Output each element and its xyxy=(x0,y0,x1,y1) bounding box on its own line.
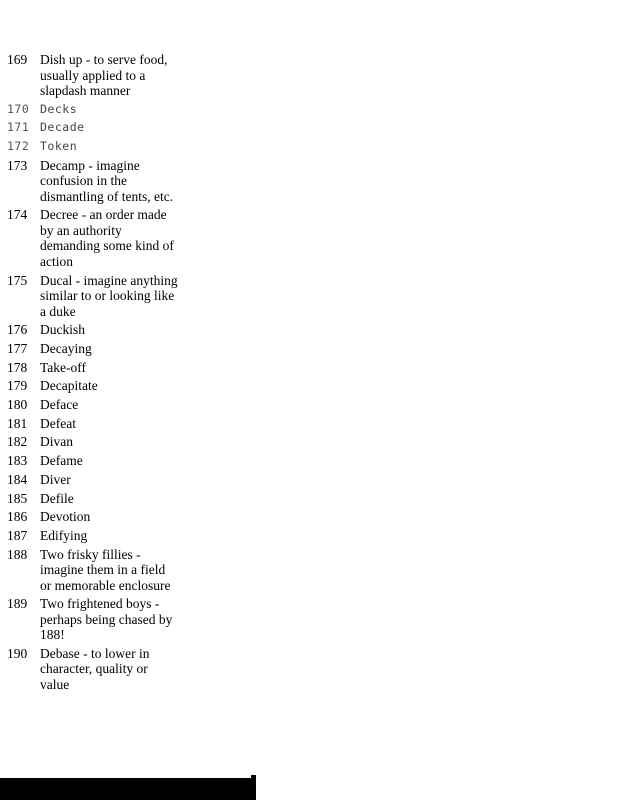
entry-list xyxy=(7,52,187,696)
entry-text: Devotion xyxy=(40,509,91,525)
list-item xyxy=(7,397,187,413)
entry-number: 170 xyxy=(7,101,30,116)
entry-text: Defile xyxy=(40,490,74,506)
entry-number: 181 xyxy=(7,415,28,431)
entry-text: Take-off xyxy=(40,359,87,375)
entry-text: Decaying xyxy=(40,341,92,356)
entry-text: Decamp - imagine confusion in the dismantling of tents, etc. xyxy=(40,157,174,204)
entry-number: 188 xyxy=(7,546,28,562)
list-item xyxy=(7,360,187,376)
list-item xyxy=(7,528,187,544)
entry-text: Two frightened boys - perhaps being chased by 188! xyxy=(40,596,173,643)
entry-number: 183 xyxy=(7,453,28,469)
list-item xyxy=(7,453,187,469)
entry-text: Defeat xyxy=(40,415,76,431)
entry-text: Decks xyxy=(40,101,78,116)
scan-edge-bar xyxy=(0,778,256,800)
entry-text: Debase - to lower in character, quality or value xyxy=(40,645,150,692)
list-item xyxy=(7,341,187,357)
list-item xyxy=(7,139,187,155)
entry-number: 178 xyxy=(7,359,28,375)
list-item xyxy=(7,52,187,99)
entry-number: 176 xyxy=(7,322,28,338)
entry-number: 187 xyxy=(7,527,28,543)
list-item xyxy=(7,322,187,338)
entry-text: Ducal - imagine anything similar to or looking like a duke xyxy=(40,272,178,319)
entry-number: 173 xyxy=(7,157,28,173)
list-item xyxy=(7,472,187,488)
entry-text: Deface xyxy=(40,397,79,413)
entry-number: 189 xyxy=(7,596,28,612)
list-item xyxy=(7,207,187,269)
entry-number: 185 xyxy=(7,490,28,506)
list-item xyxy=(7,596,187,643)
list-item xyxy=(7,509,187,525)
entry-text: Decapitate xyxy=(40,378,98,394)
entry-number: 182 xyxy=(7,434,28,450)
entry-number: 177 xyxy=(7,341,28,356)
entry-number: 180 xyxy=(7,397,28,413)
list-item xyxy=(7,646,187,693)
entry-number: 171 xyxy=(7,120,30,135)
entry-number: 186 xyxy=(7,509,28,525)
list-item xyxy=(7,434,187,450)
entry-text: Divan xyxy=(40,434,73,450)
entry-number: 174 xyxy=(7,207,28,223)
list-item xyxy=(7,547,187,594)
list-item xyxy=(7,378,187,394)
entry-text: Token xyxy=(40,139,78,154)
entry-number: 179 xyxy=(7,378,28,394)
entry-number: 175 xyxy=(7,272,28,288)
list-item xyxy=(7,120,187,136)
list-item xyxy=(7,491,187,507)
entry-text: Decade xyxy=(40,120,85,135)
entry-number: 172 xyxy=(7,139,30,154)
entry-number: 190 xyxy=(7,645,28,661)
entry-text: Defame xyxy=(40,453,83,469)
entry-number: 169 xyxy=(7,52,28,67)
list-item xyxy=(7,102,187,118)
entry-text: Edifying xyxy=(40,527,88,543)
list-item xyxy=(7,273,187,320)
entry-number: 184 xyxy=(7,471,28,487)
entry-text: Decree - an order made by an authority demanding some kind of action xyxy=(40,207,174,269)
entry-text: Duckish xyxy=(40,322,85,338)
entry-text: Diver xyxy=(40,471,71,487)
entry-text: Two frisky fillies - imagine them in a field or memorable enclosure xyxy=(40,546,171,593)
entry-text: Dish up - to serve food, usually applied to a slapdash manner xyxy=(40,52,168,98)
list-item xyxy=(7,158,187,205)
list-item xyxy=(7,416,187,432)
